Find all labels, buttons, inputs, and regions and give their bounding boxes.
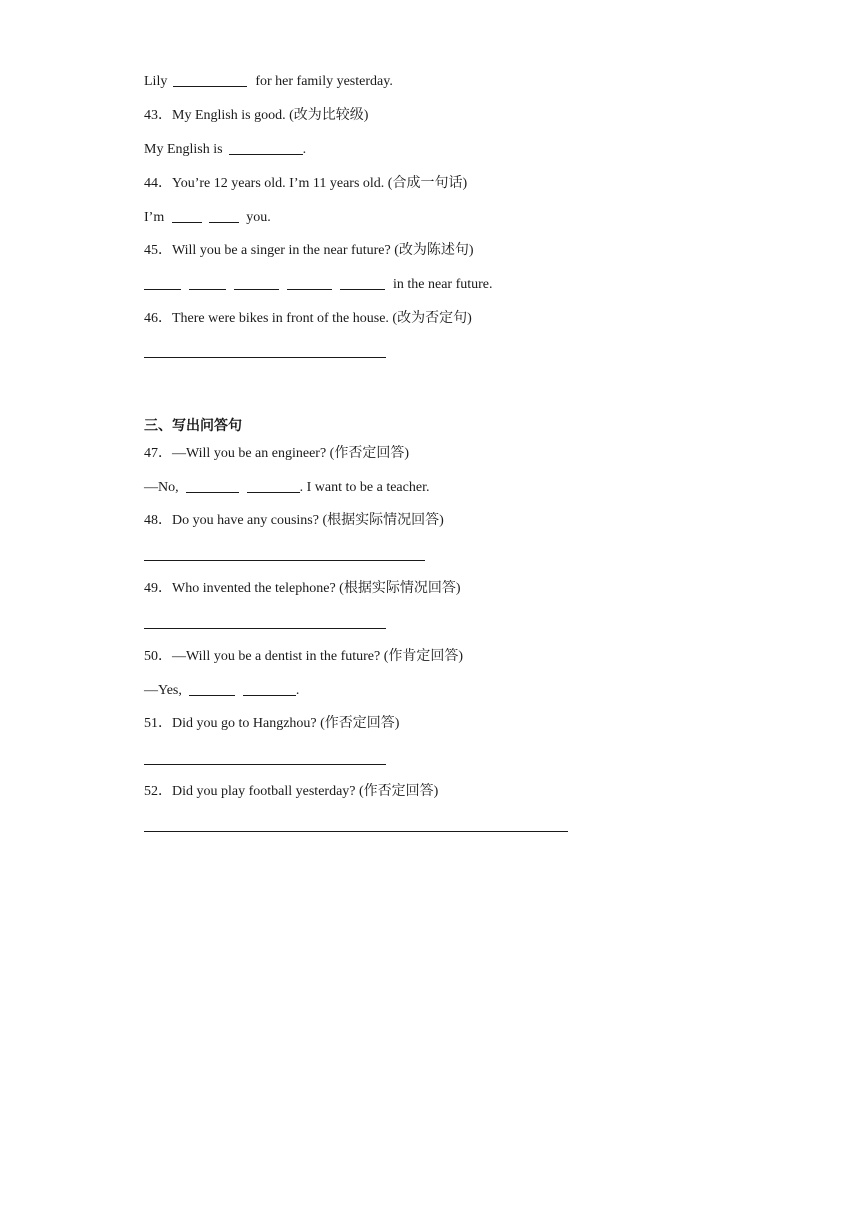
q48-number: 48． <box>144 513 172 528</box>
q50-answer-prefix: —Yes, <box>144 683 182 698</box>
q52-answer-line[interactable] <box>144 831 568 832</box>
q50-question <box>144 647 463 667</box>
q45-blank-2[interactable] <box>189 275 226 290</box>
q44-text: You’re 12 years old. I’m 11 years old. (合成一句话) <box>172 176 468 191</box>
q52-number: 52． <box>144 784 172 799</box>
q45-blank-4[interactable] <box>287 275 332 290</box>
q44-answer-line <box>144 208 271 228</box>
q44-answer-prefix: I’m <box>144 210 165 225</box>
q47-text: —Will you be an engineer? (作否定回答) <box>172 446 409 461</box>
q43-answer-line <box>144 140 306 160</box>
q46-answer-line[interactable] <box>144 357 386 358</box>
q51-text: Did you go to Hangzhou? (作否定回答) <box>172 716 400 731</box>
q46-number: 46． <box>144 311 172 326</box>
q45-blank-3[interactable] <box>234 275 279 290</box>
q42-rest: for her family yesterday. <box>255 74 393 89</box>
q45-number: 45． <box>144 243 172 258</box>
q44-question <box>144 174 467 194</box>
q50-text: —Will you be a dentist in the future? (作肯定回答) <box>172 649 464 664</box>
q42-subject: Lily <box>144 74 168 89</box>
q44-blank-1[interactable] <box>172 208 202 223</box>
q43-answer-prefix: My English is <box>144 142 223 157</box>
q45-blank-1[interactable] <box>144 275 181 290</box>
q45-question <box>144 241 474 261</box>
q46-question <box>144 309 472 329</box>
q51-number: 51． <box>144 716 172 731</box>
q52-question <box>144 782 438 802</box>
q50-blank-1[interactable] <box>189 681 235 696</box>
q47-number: 47． <box>144 446 172 461</box>
q49-answer-line[interactable] <box>144 628 386 629</box>
q46-text: There were bikes in front of the house. (改为否定句) <box>172 311 472 326</box>
q43-text: My English is good. (改为比较级) <box>172 108 369 123</box>
q50-blank-2[interactable] <box>243 681 296 696</box>
q50-answer-suffix: . <box>295 683 300 698</box>
q49-text: Who invented the telephone? (根据实际情况回答) <box>172 581 461 596</box>
q43-blank[interactable] <box>229 140 303 155</box>
q44-number: 44． <box>144 176 172 191</box>
q42-answer-line <box>144 72 393 92</box>
q47-answer-line <box>144 478 429 498</box>
q49-number: 49． <box>144 581 172 596</box>
q47-blank-1[interactable] <box>186 478 239 493</box>
q50-number: 50． <box>144 649 172 664</box>
q51-question <box>144 714 399 734</box>
q44-answer-suffix: you. <box>246 210 271 225</box>
q42-blank[interactable] <box>173 72 247 87</box>
q48-answer-line[interactable] <box>144 560 425 561</box>
q47-answer-prefix: —No, <box>144 480 179 495</box>
q50-answer-line <box>144 681 299 701</box>
q52-text: Did you play football yesterday? (作否定回答) <box>172 784 439 799</box>
q43-answer-suffix: . <box>302 142 307 157</box>
q48-question <box>144 511 444 531</box>
q49-question <box>144 579 460 599</box>
q47-blank-2[interactable] <box>247 478 300 493</box>
q45-text: Will you be a singer in the near future? (改为陈述句) <box>172 243 474 258</box>
q44-blank-2[interactable] <box>209 208 239 223</box>
q45-answer-suffix: in the near future. <box>393 277 493 292</box>
q43-question <box>144 106 368 126</box>
q48-text: Do you have any cousins? (根据实际情况回答) <box>172 513 444 528</box>
q45-blank-5[interactable] <box>340 275 385 290</box>
q51-answer-line[interactable] <box>144 764 386 765</box>
q47-answer-suffix: . I want to be a teacher. <box>299 480 430 495</box>
q45-answer-line <box>144 275 493 295</box>
q43-number: 43． <box>144 108 172 123</box>
section-3-heading: 三、写出问答句 <box>144 418 242 434</box>
q47-question <box>144 444 409 464</box>
